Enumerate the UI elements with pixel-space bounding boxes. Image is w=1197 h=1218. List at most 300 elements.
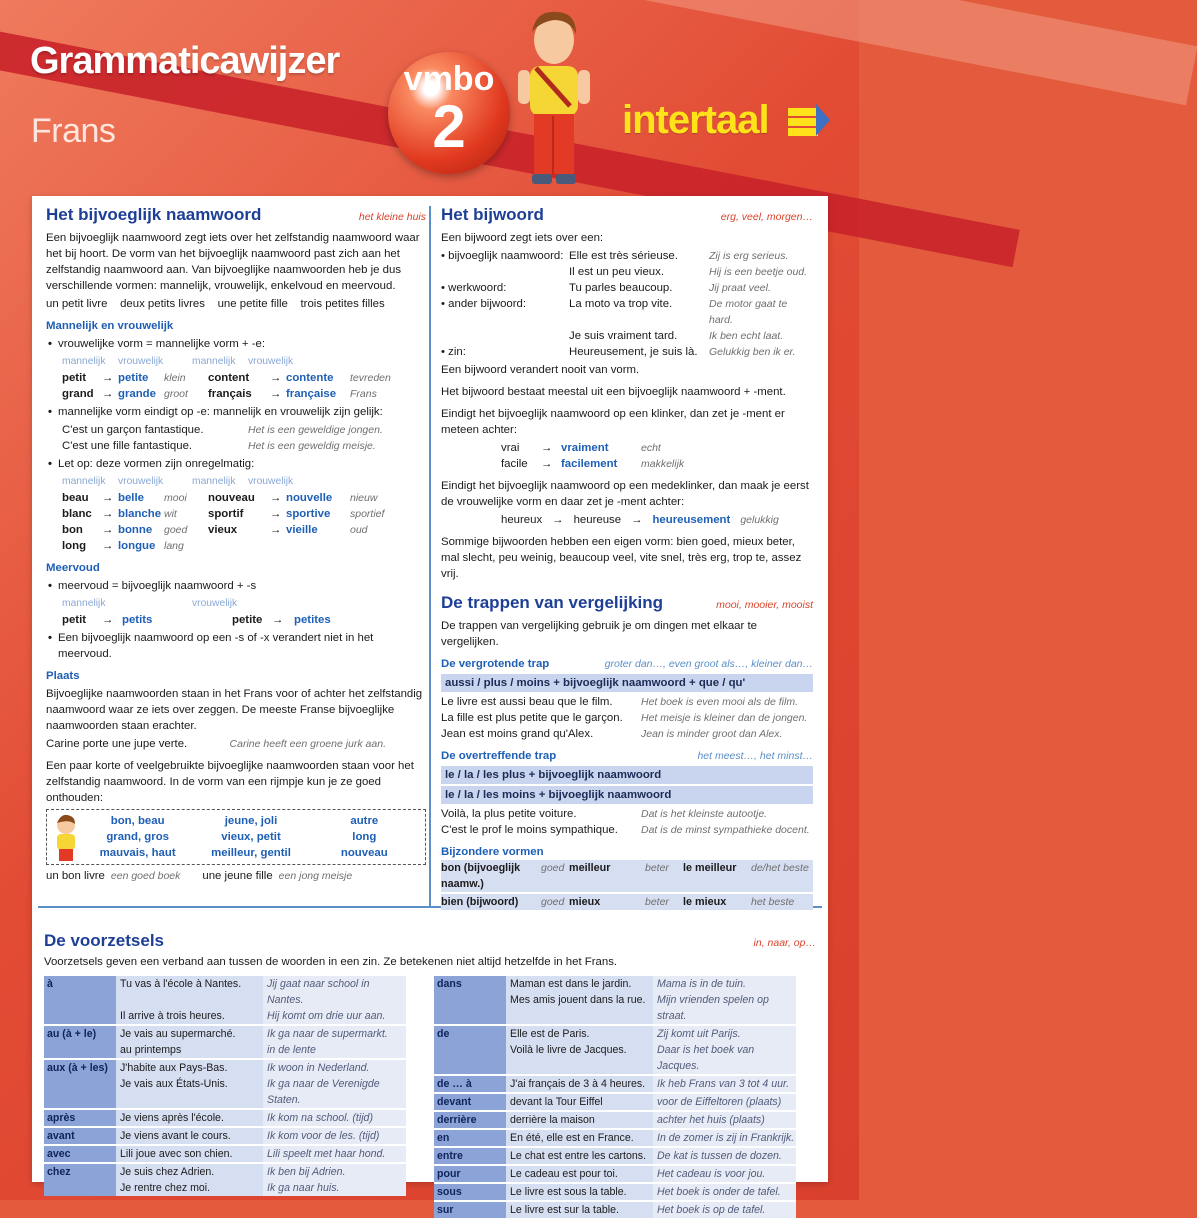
preposition: sur bbox=[434, 1200, 506, 1218]
rhyme-word: bon, beau bbox=[110, 815, 165, 827]
translation: de/het beste bbox=[751, 862, 809, 874]
adverb-row bbox=[441, 344, 813, 360]
french-example: Lili joue avec son chien. bbox=[116, 1144, 263, 1162]
dutch-translation: voor de Eiffeltoren (plaats) bbox=[653, 1092, 796, 1110]
plural-form: petites bbox=[294, 614, 331, 626]
comparison-heading: De trappen van vergelijking mooi, mooier, mooist bbox=[441, 593, 813, 612]
arrow-icon: → bbox=[102, 540, 114, 552]
adverb-rule-4: Eindigt het bijvoeglijk naamwoord op een medeklinker, dan maak je eerst de vrouwelijke vorm en daar zet je -ment achter: bbox=[441, 480, 809, 508]
preposition bbox=[434, 1042, 506, 1074]
adverb-type bbox=[441, 328, 569, 344]
rhyme-word: nouveau bbox=[340, 847, 388, 859]
french-example: J'ai français de 3 à 4 heures. bbox=[506, 1074, 653, 1092]
superlative-subheading: De overtreffende trap het meest…, het minst… bbox=[441, 750, 813, 762]
adjective: vrai bbox=[501, 442, 520, 454]
page-title: Grammaticawijzer bbox=[30, 40, 340, 82]
preposition: avant bbox=[44, 1126, 116, 1144]
rule-feminine-e: • vrouwelijke vorm = mannelijke vorm + -e: bbox=[46, 336, 426, 352]
dutch-translation: Lili speelt met haar hond. bbox=[263, 1144, 406, 1162]
rhyme-column bbox=[81, 813, 194, 861]
preposition-row bbox=[44, 1144, 406, 1162]
masc-form: long bbox=[62, 540, 87, 552]
position-text: Bijvoeglijke naamwoorden staan in het Frans voor of achter het zelfstandig naamwoord waar ze iets over zeggen. De meeste Franse bijvoeglijke naamwoorden staan erachter. bbox=[46, 688, 423, 732]
translation: echt bbox=[641, 442, 661, 454]
rhyme-word: mauvais, haut bbox=[99, 847, 176, 859]
arrow-icon: → bbox=[102, 372, 114, 384]
preposition: avec bbox=[44, 1144, 116, 1162]
position-subheading: Plaats bbox=[46, 670, 80, 682]
adverb-intro: Een bijwoord zegt iets over een: bbox=[441, 232, 604, 244]
preposition-row bbox=[434, 1182, 796, 1200]
dutch-translation: Dat is de minst sympathieke docent. bbox=[641, 824, 810, 836]
masc-form bbox=[208, 538, 270, 554]
comparative-formula: aussi / plus / moins + bijvoeglijk naamwoord + que / qu' bbox=[441, 674, 813, 692]
adverb-row bbox=[441, 248, 813, 264]
plural-subheading: Meervoud bbox=[46, 562, 100, 574]
masc-form: français bbox=[208, 388, 252, 400]
preposition-row bbox=[434, 1128, 796, 1146]
arrow-icon: → bbox=[270, 508, 282, 520]
dutch-translation: Ik heb Frans van 3 tot 4 uur. bbox=[653, 1074, 796, 1092]
irregular-table bbox=[46, 490, 426, 554]
adverb-type bbox=[441, 264, 569, 280]
arrow-icon: → bbox=[102, 524, 114, 536]
arrow-icon: → bbox=[270, 492, 282, 504]
preposition: après bbox=[44, 1108, 116, 1126]
preposition-row bbox=[44, 1180, 406, 1196]
adverb-type: • werkwoord: bbox=[441, 282, 507, 294]
rhyme-word: vieux, petit bbox=[221, 831, 281, 843]
preposition: sous bbox=[434, 1182, 506, 1200]
superlative: le meilleur bbox=[683, 862, 737, 874]
preposition-row bbox=[434, 1146, 796, 1164]
arrow-icon: → bbox=[102, 614, 114, 626]
comparative-subheading: De vergrotende trap groter dan…, even groot als…, kleiner dan… bbox=[441, 658, 813, 670]
dutch-translation: Mijn vrienden spelen op straat. bbox=[653, 992, 796, 1024]
adjective-intro: Een bijvoeglijk naamwoord zegt iets over het zelfstandig naamwoord waar het bij hoort. De vorm van het bijvoeglijk naamwoord past zich aan het zelfstandig naamwoord aan. Van bijvoeglijke naamwoorden heb je dus verschillende vormen: mannelijk, vrouwelijk, enkelvoud en meervoud. bbox=[46, 232, 420, 292]
gender-table-1: mannelijk vrouwelijk mannelijk vrouwelijk bbox=[62, 356, 294, 367]
fem-form: bonne bbox=[118, 524, 153, 536]
small-boy-icon bbox=[51, 813, 81, 861]
preposition: dans bbox=[434, 976, 506, 992]
fem-form: petite bbox=[118, 372, 149, 384]
superlative-formula-plus: le / la / les plus + bijvoeglijk naamwoord bbox=[441, 766, 813, 784]
french-example: En été, elle est en France. bbox=[506, 1128, 653, 1146]
translation: het beste bbox=[751, 896, 795, 908]
adjective-row bbox=[62, 522, 426, 538]
masc-form: bon bbox=[62, 524, 83, 536]
preposition bbox=[44, 1180, 116, 1196]
adjective-row bbox=[62, 538, 426, 554]
prepositions-table-left bbox=[44, 976, 406, 1218]
dutch-translation: Hij is een beetje oud. bbox=[709, 266, 808, 278]
french-phrase: un bon livre bbox=[46, 870, 105, 882]
dutch-translation: een jong meisje bbox=[278, 870, 353, 882]
example-row bbox=[62, 438, 426, 454]
french-example: Le livre est sur la table. bbox=[506, 1200, 653, 1218]
preposition: aux (à + les) bbox=[44, 1058, 116, 1076]
adverb-heading: Het bijwoord erg, veel, morgen… bbox=[441, 205, 813, 224]
masc-form: grand bbox=[62, 388, 94, 400]
translation: groot bbox=[164, 388, 188, 400]
dutch-translation: In de zomer is zij in Frankrijk. bbox=[653, 1128, 796, 1146]
rhyme-example bbox=[202, 868, 352, 884]
masc-form: vieux bbox=[208, 524, 238, 536]
adjective-row bbox=[62, 490, 426, 506]
french-sentence: Il est un peu vieux. bbox=[569, 266, 664, 278]
example-row bbox=[441, 822, 813, 838]
prepositions-intro: Voorzetsels geven een verband aan tussen de woorden in een zin. Ze betekenen niet altijd hetzelfde in het Frans. bbox=[44, 956, 618, 968]
french-example: derrière la maison bbox=[506, 1110, 653, 1128]
translation: goed bbox=[164, 524, 188, 536]
column-divider bbox=[429, 206, 431, 906]
french-sentence: La fille est plus petite que le garçon. bbox=[441, 712, 623, 724]
french-example: Le cadeau est pour toi. bbox=[506, 1164, 653, 1182]
translation: beter bbox=[645, 862, 669, 874]
rhyme-word: meilleur, gentil bbox=[211, 847, 291, 859]
dutch-translation: Jij gaat naar school in Nantes. bbox=[263, 976, 406, 1008]
preposition: en bbox=[434, 1128, 506, 1146]
preposition: chez bbox=[44, 1162, 116, 1180]
superlative: le mieux bbox=[683, 896, 727, 908]
masc-form: petit bbox=[62, 372, 87, 384]
translation: oud bbox=[350, 524, 368, 536]
french-example: Je suis chez Adrien. bbox=[116, 1162, 263, 1180]
fem-adjective: heureuse bbox=[573, 514, 622, 526]
base-form: bien (bijwoord) bbox=[441, 896, 519, 908]
rhyme-column bbox=[194, 813, 307, 861]
preposition-row bbox=[44, 1058, 406, 1076]
dutch-translation: Ik woon in Nederland. bbox=[263, 1058, 406, 1076]
adverb-row bbox=[441, 280, 813, 296]
superlative-examples bbox=[441, 806, 813, 838]
dutch-translation: Het meisje is kleiner dan de jongen. bbox=[641, 712, 808, 724]
masc-adjective: heureux bbox=[501, 514, 543, 526]
consonant-ment-table bbox=[441, 512, 813, 528]
rhyme-word: autre bbox=[350, 815, 379, 827]
rhyme-examples bbox=[46, 868, 426, 884]
level-number: 2 bbox=[432, 93, 466, 160]
preposition-row bbox=[44, 1008, 406, 1024]
dutch-translation: De motor gaat te hard. bbox=[709, 298, 788, 326]
boy-mascot-illustration bbox=[514, 6, 594, 196]
french-example: Je vais au supermarché. bbox=[116, 1024, 263, 1042]
fem-form: longue bbox=[118, 540, 156, 552]
french-example: Elle est de Paris. bbox=[506, 1024, 653, 1042]
special-form-row bbox=[441, 860, 813, 892]
arrow-icon: → bbox=[631, 514, 643, 526]
adverb-types-table bbox=[441, 248, 813, 360]
dutch-translation: Het boek is op de tafel. bbox=[653, 1200, 796, 1218]
translation bbox=[350, 538, 426, 554]
french-example: devant la Tour Eiffel bbox=[506, 1092, 653, 1110]
translation: sportief bbox=[350, 508, 385, 520]
adjective-examples: un petit livre deux petits livres une petite fille trois petites filles bbox=[46, 298, 385, 310]
adverb-row bbox=[441, 328, 813, 344]
brand-flag-icon bbox=[788, 104, 830, 136]
rhyme-word: jeune, joli bbox=[224, 815, 278, 827]
french-sentence: Voilà, la plus petite voiture. bbox=[441, 808, 577, 820]
superlative-formula-minus: le / la / les moins + bijvoeglijk naamwoord bbox=[441, 786, 813, 804]
preposition-row bbox=[434, 1164, 796, 1182]
adverb: facilement bbox=[561, 458, 618, 470]
dutch-translation: Het boek is even mooi als de film. bbox=[641, 696, 798, 708]
dutch-translation: Jean is minder groot dan Alex. bbox=[641, 728, 783, 740]
dutch-translation: De kat is tussen de dozen. bbox=[653, 1146, 796, 1164]
rhyme-word: long bbox=[352, 831, 377, 843]
level-badge bbox=[388, 52, 510, 174]
french-example: Maman est dans le jardin. bbox=[506, 976, 653, 992]
adjective-section bbox=[46, 204, 426, 884]
french-example: J'habite aux Pays-Bas. bbox=[116, 1058, 263, 1076]
comparative-examples bbox=[441, 694, 813, 742]
preposition-row bbox=[44, 1162, 406, 1180]
arrow-icon: → bbox=[541, 442, 553, 454]
singular-form: petite bbox=[232, 614, 263, 626]
example-row bbox=[441, 694, 813, 710]
translation: makkelijk bbox=[641, 458, 685, 470]
fem-form: blanche bbox=[118, 508, 162, 520]
dutch-translation: Het is een geweldige jongen. bbox=[248, 424, 383, 436]
arrow-icon: → bbox=[541, 458, 553, 470]
french-example: Je viens avant le cours. bbox=[116, 1126, 263, 1144]
arrow-icon: → bbox=[270, 388, 282, 400]
translation: gelukkig bbox=[740, 514, 779, 526]
brand-logo-text: intertaal bbox=[622, 98, 769, 142]
comparison-intro: De trappen van vergelijking gebruik je om dingen met elkaar te vergelijken. bbox=[441, 620, 757, 648]
translation: mooi bbox=[164, 492, 187, 504]
special-form-row bbox=[441, 894, 813, 910]
preposition: devant bbox=[434, 1092, 506, 1110]
arrow-icon: → bbox=[270, 524, 282, 536]
content-panel bbox=[32, 196, 828, 1216]
singular-form: petit bbox=[62, 614, 87, 626]
plural-labels: mannelijk vrouwelijk bbox=[62, 598, 238, 609]
adverb: vraiment bbox=[561, 442, 609, 454]
arrow-icon: → bbox=[102, 388, 114, 400]
adjective: facile bbox=[501, 458, 528, 470]
feminine-table bbox=[46, 370, 426, 402]
dutch-translation: in de lente bbox=[263, 1042, 406, 1058]
dutch-translation: Het cadeau is voor jou. bbox=[653, 1164, 796, 1182]
adverb-rule-3: Eindigt het bijvoeglijk naamwoord op een klinker, dan zet je -ment er meteen achter: bbox=[441, 408, 785, 436]
preposition bbox=[44, 1076, 116, 1108]
dutch-translation: Zij is erg serieus. bbox=[709, 250, 789, 262]
french-example: Il arrive à trois heures. bbox=[116, 1008, 263, 1024]
dutch-translation: Mama is in de tuin. bbox=[653, 976, 796, 992]
vowel-ment-table bbox=[441, 440, 813, 472]
adverb-type: • zin: bbox=[441, 346, 466, 358]
dutch-translation: Zij komt uit Parijs. bbox=[653, 1024, 796, 1042]
translation: goed bbox=[541, 896, 565, 908]
adverb-type: • bijvoeglijk naamwoord: bbox=[441, 250, 564, 262]
rule-irregular: • Let op: deze vormen zijn onregelmatig: bbox=[46, 456, 426, 472]
translation: Frans bbox=[350, 388, 377, 400]
preposition-row bbox=[44, 1076, 406, 1108]
example-row bbox=[441, 710, 813, 726]
preposition-row bbox=[44, 1126, 406, 1144]
french-example: Le livre est sous la table. bbox=[506, 1182, 653, 1200]
rule-plural: • meervoud = bijvoeglijk naamwoord + -s bbox=[46, 578, 426, 594]
fem-form: nouvelle bbox=[286, 492, 333, 504]
fem-form: belle bbox=[118, 492, 144, 504]
french-example: Mes amis jouent dans la rue. bbox=[506, 992, 653, 1024]
dutch-translation: Het boek is onder de tafel. bbox=[653, 1182, 796, 1200]
dutch-translation: Jij praat veel. bbox=[709, 282, 771, 294]
french-example: Je vais aux États-Unis. bbox=[116, 1076, 263, 1108]
prepositions-table-right bbox=[434, 976, 796, 1218]
preposition-row bbox=[434, 1200, 796, 1218]
masc-form: blanc bbox=[62, 508, 92, 520]
translation: tevreden bbox=[350, 372, 391, 384]
preposition bbox=[434, 992, 506, 1024]
adverb: heureusement bbox=[652, 514, 731, 526]
prepositions-heading: De voorzetsels in, naar, op… bbox=[44, 931, 816, 950]
masc-form: nouveau bbox=[208, 492, 255, 504]
preposition-row bbox=[434, 992, 796, 1024]
comparative: meilleur bbox=[569, 862, 611, 874]
comparative: mieux bbox=[569, 896, 601, 908]
preposition: à bbox=[44, 976, 116, 1008]
french-example: Tu vas à l'école à Nantes. bbox=[116, 976, 263, 1008]
arrow-icon: → bbox=[270, 372, 282, 384]
dutch-translation: Daar is het boek van Jacques. bbox=[653, 1042, 796, 1074]
dutch-translation: Hij komt om drie uur aan. bbox=[263, 1008, 406, 1024]
dutch-translation: Ik ga naar huis. bbox=[263, 1180, 406, 1196]
french-sentence: La moto va trop vite. bbox=[569, 298, 673, 310]
arrow-icon: → bbox=[102, 492, 114, 504]
level-label: vmbo bbox=[403, 60, 495, 98]
rhyme-box bbox=[46, 809, 426, 865]
translation: wit bbox=[164, 508, 177, 520]
example-row bbox=[441, 726, 813, 742]
adjective-row bbox=[62, 370, 426, 386]
dutch-translation: Ik ben echt laat. bbox=[709, 330, 784, 342]
preposition bbox=[44, 1008, 116, 1024]
masc-form: beau bbox=[62, 492, 89, 504]
dutch-translation: Ik ga naar de Verenigde Staten. bbox=[263, 1076, 406, 1108]
dutch-translation: Ik ben bij Adrien. bbox=[263, 1162, 406, 1180]
rhyme-word: grand, gros bbox=[106, 831, 169, 843]
french-phrase: une jeune fille bbox=[202, 870, 273, 882]
ment-row bbox=[501, 456, 813, 472]
dutch-translation: Gelukkig ben ik er. bbox=[709, 346, 796, 358]
special-forms-table bbox=[441, 860, 813, 910]
preposition: au (à + le) bbox=[44, 1024, 116, 1042]
dutch-translation: een goed boek bbox=[110, 870, 181, 882]
french-example: au printemps bbox=[116, 1042, 263, 1058]
french-example: Voilà le livre de Jacques. bbox=[506, 1042, 653, 1074]
arrow-icon: → bbox=[272, 614, 284, 626]
french-example: Le chat est entre les cartons. bbox=[506, 1146, 653, 1164]
example-row bbox=[441, 806, 813, 822]
masc-form: sportif bbox=[208, 508, 244, 520]
preposition: de bbox=[434, 1024, 506, 1042]
adjective-heading: Het bijvoeglijk naamwoord het kleine huis bbox=[46, 205, 426, 224]
rule-plural-sx: • Een bijvoeglijk naamwoord op een -s of -x verandert niet in het meervoud. bbox=[46, 630, 426, 662]
ment-row bbox=[501, 440, 813, 456]
adverb-type: • ander bijwoord: bbox=[441, 298, 527, 310]
french-sentence: Jean est moins grand qu'Alex. bbox=[441, 728, 594, 740]
adverb-row bbox=[441, 264, 813, 280]
preposition-row bbox=[434, 976, 796, 992]
translation: beter bbox=[645, 896, 669, 908]
adverb-rule-1: Een bijwoord verandert nooit van vorm. bbox=[441, 364, 640, 376]
translation: lang bbox=[164, 540, 184, 552]
adverb-rule-5: Sommige bijwoorden hebben een eigen vorm: bien goed, mieux beter, mal slecht, peu weinig, beaucoup veel, vite snel, très erg, trop te, assez vrij. bbox=[441, 536, 802, 580]
fem-form: grande bbox=[118, 388, 156, 400]
french-sentence: Heureusement, je suis là. bbox=[569, 346, 698, 358]
short-adjectives-text: Een paar korte of veelgebruikte bijvoeglijke naamwoorden staan voor het zelfstandig naamwoord. In de vorm van een rijmpje kun je ze goed onthouden: bbox=[46, 760, 414, 804]
position-example: Carine porte une jupe verte. Carine heeft een groene jurk aan. bbox=[46, 738, 386, 750]
rule-ends-e: • mannelijke vorm eindigt op -e: mannelijk en vrouwelijk zijn gelijk: bbox=[46, 404, 426, 420]
french-example: Je rentre chez moi. bbox=[116, 1180, 263, 1196]
preposition: pour bbox=[434, 1164, 506, 1182]
fem-form: française bbox=[286, 388, 337, 400]
preposition-row bbox=[434, 1110, 796, 1128]
adjective-row bbox=[62, 386, 426, 402]
translation: klein bbox=[164, 372, 186, 384]
fem-form bbox=[286, 538, 350, 554]
dutch-translation: achter het huis (plaats) bbox=[653, 1110, 796, 1128]
arrow-icon: → bbox=[102, 508, 114, 520]
fem-form: vieille bbox=[286, 524, 318, 536]
adverb-section bbox=[441, 204, 813, 912]
preposition-row bbox=[44, 1024, 406, 1042]
dutch-translation: Ik kom na school. (tijd) bbox=[263, 1108, 406, 1126]
gender-subheading: Mannelijk en vrouwelijk bbox=[46, 320, 174, 332]
arrow-icon bbox=[270, 538, 286, 554]
fem-form: contente bbox=[286, 372, 334, 384]
french-sentence: Le livre est aussi beau que le film. bbox=[441, 696, 613, 708]
preposition-row bbox=[44, 976, 406, 1008]
french-sentence: C'est le prof le moins sympathique. bbox=[441, 824, 618, 836]
french-sentence: Tu parles beaucoup. bbox=[569, 282, 673, 294]
irregular-table-labels: mannelijk vrouwelijk mannelijk vrouwelijk bbox=[62, 476, 294, 487]
plural-table bbox=[46, 612, 426, 628]
plural-row bbox=[62, 612, 426, 628]
special-forms-subheading: Bijzondere vormen bbox=[441, 846, 544, 858]
masc-form: content bbox=[208, 372, 250, 384]
translation: goed bbox=[541, 862, 565, 874]
french-sentence: Je suis vraiment tard. bbox=[569, 330, 678, 342]
rhyme-example bbox=[46, 868, 180, 884]
fem-form: sportive bbox=[286, 508, 331, 520]
adverb-rule-2: Het bijwoord bestaat meestal uit een bijvoeglijk naamwoord + -ment. bbox=[441, 386, 786, 398]
dutch-translation: Ik ga naar de supermarkt. bbox=[263, 1024, 406, 1042]
preposition: entre bbox=[434, 1146, 506, 1164]
page-subtitle: Frans bbox=[31, 112, 116, 150]
preposition-row bbox=[44, 1042, 406, 1058]
plural-form: petits bbox=[122, 614, 153, 626]
adverb-row bbox=[441, 296, 813, 328]
preposition: de … à bbox=[434, 1074, 506, 1092]
french-sentence: C'est un garçon fantastique. bbox=[62, 424, 204, 436]
preposition-row bbox=[434, 1024, 796, 1042]
preposition-row bbox=[44, 1108, 406, 1126]
preposition-row bbox=[434, 1074, 796, 1092]
dutch-translation: Dat is het kleinste autootje. bbox=[641, 808, 768, 820]
preposition-row bbox=[434, 1092, 796, 1110]
prepositions-section bbox=[44, 930, 816, 1218]
preposition bbox=[44, 1042, 116, 1058]
french-sentence: C'est une fille fantastique. bbox=[62, 440, 193, 452]
preposition-row bbox=[434, 1042, 796, 1074]
adjective-row bbox=[62, 506, 426, 522]
arrow-icon: → bbox=[552, 514, 564, 526]
rhyme-column bbox=[308, 813, 421, 861]
translation: nieuw bbox=[350, 492, 378, 504]
